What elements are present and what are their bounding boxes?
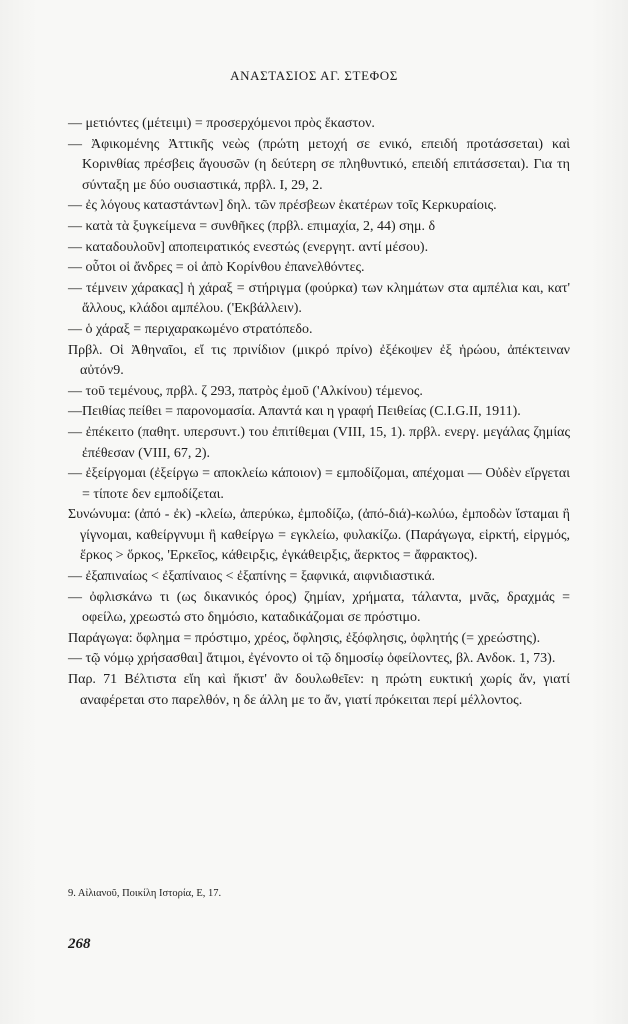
note-par-71: Παρ. 71 Βέλτιστα εἴη καὶ ἥκιστ' ἂν δουλωθεῖεν: η πρώτη ευκτική χωρίς ἄν, γιατί αναφέρεται στο παρελθόν, η δε άλλη με το ἄν, γιατί πρόκειται περί μέλλοντος. [68,672,570,708]
note-outoi: — οὗτοι οἱ ἄνδρες = οἱ ἀπὸ Κορίνθου ἐπανελθόντες. [68,260,365,276]
footnote: 9. Αἰλιανοῦ, Ποικίλη Ιστορία, Ε, 17. [68,888,222,899]
note-nomo: — τῷ νόμῳ χρήσασθαι] ἄτιμοι, ἐγένοντο οἱ τῷ δημοσίῳ ὀφείλοντες, βλ. Ανδοκ. 1, 73). [68,651,556,667]
note-charax: — ὁ χάραξ = περιχαρακωμένο στρατόπεδο. [68,321,313,337]
note-afikomenis: — Ἀφικομένης Ἀττικῆς νεὼς (πρώτη μετοχή σε ενικό, επειδή προτάσσεται) καὶ Κορινθίας πρέσβεις ἄγουσῶν (η δεύτερη σε πληθυντικό, επειδή επιτάσσεται). Για τη σύνταξη με δύο ουσιαστικά, πρβλ. I, 29, 2. [68,136,570,193]
note-paragoga: Παράγωγα: ὄφλημα = πρόστιμο, χρέος, ὄφλησις, ἐξόφλησις, ὀφλητής (= χρεώστης). [68,630,541,646]
body-text [68,114,570,711]
note-exeirgomai: — ἐξείργομαι (ἐξείργω = αποκλείω κάποιον) = εμποδίζομαι, απέχομαι — Οὐδὲν εἴργεται = τίποτε δεν εμποδίζεται. [68,466,570,502]
note-temenous: — τοῦ τεμένους, πρβλ. ζ 293, πατρὸς ἐμοῦ ('Αλκίνου) τέμενος. [68,383,423,399]
page-number: 268 [68,936,91,952]
note-prbl-athinaioi: Πρβλ. Οἱ Ἀθηναῖοι, εἴ τις πρινίδιον (μικρό πρίνο) ἐξέκοψεν ἐξ ἡρώου, ἀπέκτειναν αὐτόν9. [68,342,570,379]
note-oflsikano: — ὀφλισκάνω τι (ως δικανικός όρος) ζημίαν, χρήματα, τάλαντα, μνᾶς, δραχμάς = οφείλω, χρεωστώ στο δημόσιο, καταδικάζομαι σε πρόστιμο. [68,589,570,626]
note-epekeito: — ἐπέκειτο (παθητ. υπερσυντ.) του ἐπιτίθεμαι (VIII, 15, 1). πρβλ. ενεργ. μεγάλας ζημίας ἐπέθεσαν (VIII, 67, 2). [68,424,570,461]
note-temnein: — τέμνειν χάρακας] ἡ χάραξ = στήριγμα (φούρκα) των κλημάτων στα αμπέλια και, κατ' ἄλλους, κλάδοι αμπέλου. ('Εκβάλλειν). [68,280,570,317]
note-kataduloun: — καταδουλοῦν] αποπειρατικός ενεστώς (ενεργητ. αντί μέσου). [68,239,429,255]
note-peithias: —Πειθίας πείθει = παρονομασία. Απαντά και η γραφή Πειθείας (C.I.G.II, 1911). [68,404,521,420]
running-header: ΑΝΑΣΤΑΣΙΟΣ ΑΓ. ΣΤΕΦΟΣ [230,68,398,83]
note-xygkeimena: — κατὰ τὰ ξυγκείμενα = συνθῆκες (πρβλ. επιμαχία, 2, 44) σημ. δ [68,218,436,234]
note-metiontes: — μετιόντες (μέτειμι) = προσερχόμενοι πρὸς ἕκαστον. [68,116,375,131]
note-exapinaios: — ἐξαπιναίως < ἐξαπίναιος < ἐξαπίνης = ξαφνικά, αιφνιδιαστικά. [68,569,436,585]
note-es-logous: — ἐς λόγους καταστάντων] δηλ. τῶν πρέσβεων ἑκατέρων τοῖς Κερκυραίοις. [68,198,497,214]
note-synonyma: Συνώνυμα: (ἀπό - ἐκ) -κλείω, ἀπερύκω, ἐμποδίζω, (ἀπό-διά)-κωλύω, ἐμποδὼν ἵσταμαι ἢ γίγνομαι, καθείργνυμι ἢ καθείργω = εγκλείω, φυλακίζω. (Παράγωγα, εἱρκτή, εἱργμός, ἕρκος > ὅρκος, 'Ερκεῖος, κάθειρξις, ἐγκάθειρξις, ἄερκτος = ἄφρακτος). [68,507,570,564]
